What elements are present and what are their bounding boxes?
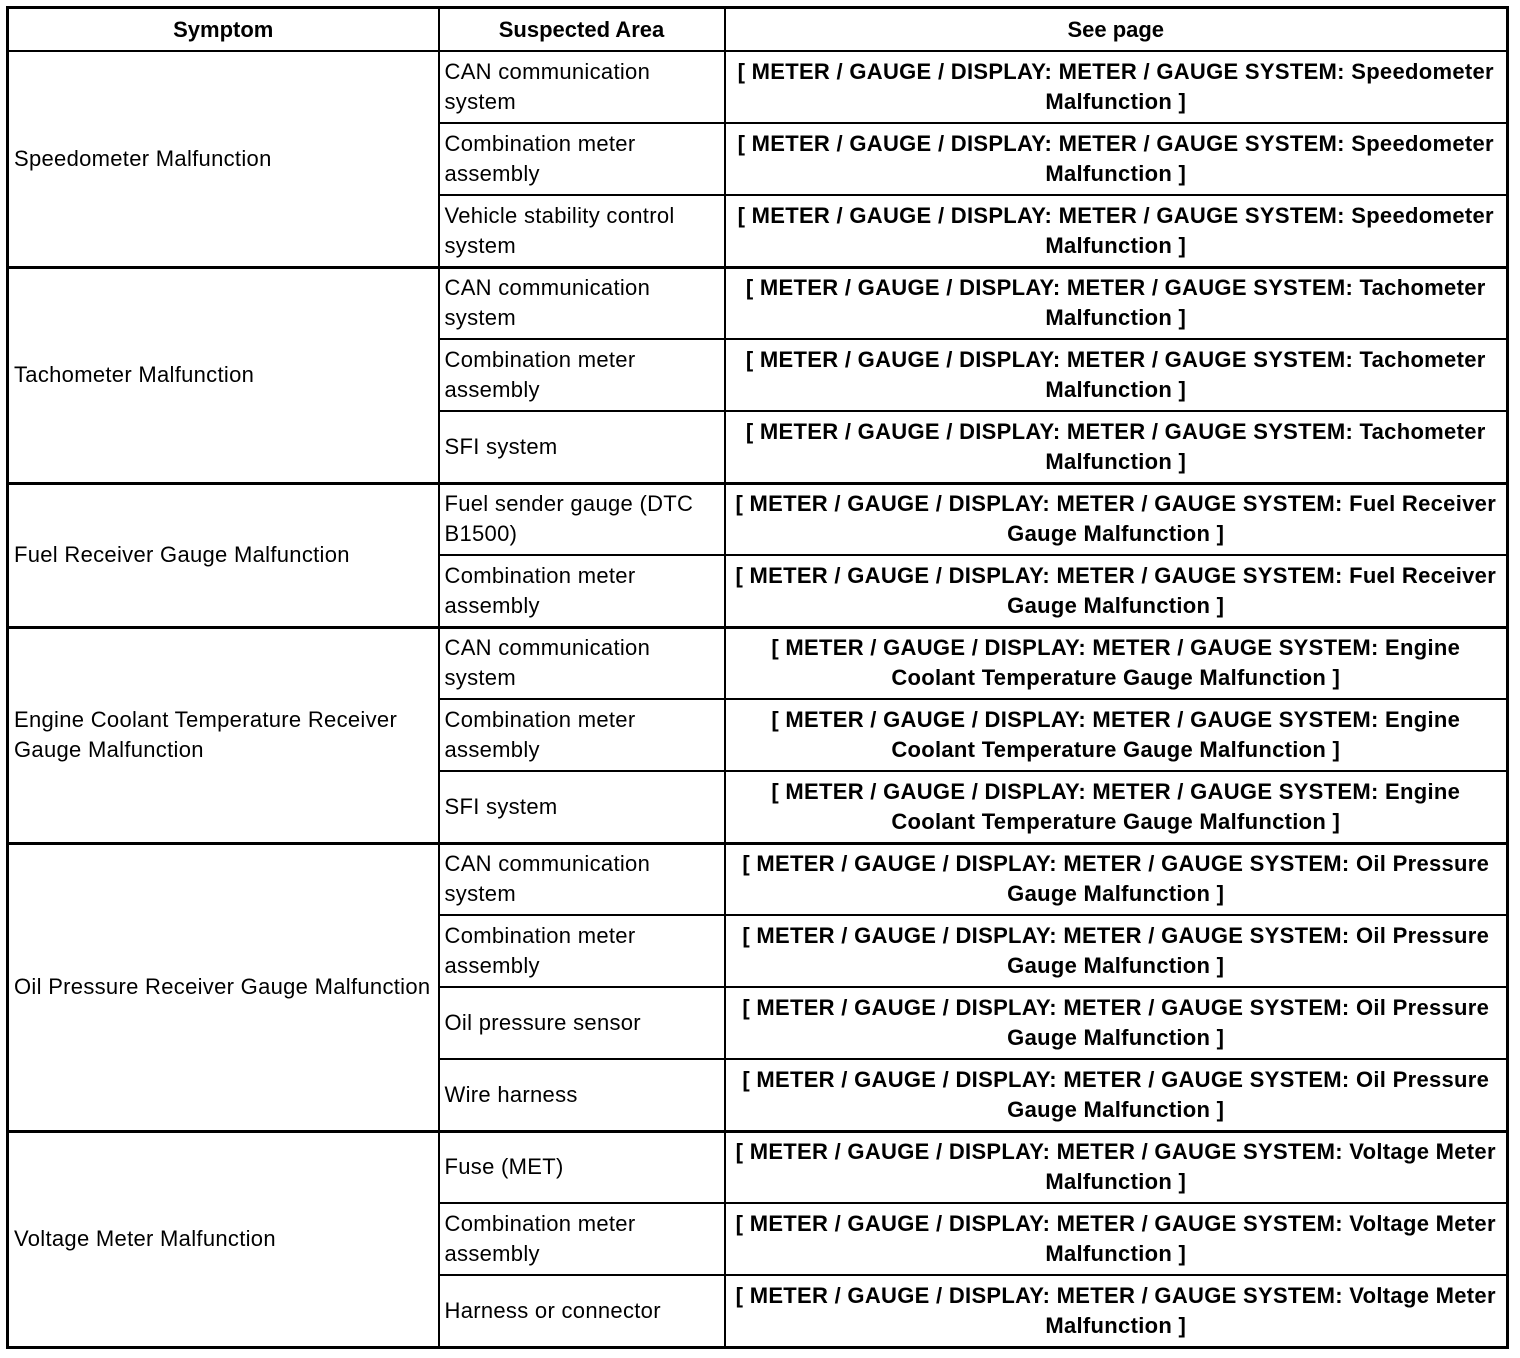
see-page-link[interactable]: [ METER / GAUGE / DISPLAY: METER / GAUGE SYSTEM: Oil Pressure Gauge Malfunction ] [725,843,1508,915]
see-page-link[interactable]: [ METER / GAUGE / DISPLAY: METER / GAUGE SYSTEM: Fuel Receiver Gauge Malfunction ] [725,555,1508,627]
table-header [8,8,1508,52]
see-page-link[interactable]: [ METER / GAUGE / DISPLAY: METER / GAUGE SYSTEM: Oil Pressure Gauge Malfunction ] [725,915,1508,987]
see-page-link[interactable]: [ METER / GAUGE / DISPLAY: METER / GAUGE SYSTEM: Tachometer Malfunction ] [725,411,1508,483]
see-page-link[interactable]: [ METER / GAUGE / DISPLAY: METER / GAUGE SYSTEM: Engine Coolant Temperature Gauge Malfunction ] [725,627,1508,699]
suspected-area-cell: Combination meter assembly [439,915,725,987]
suspected-area-cell: Harness or connector [439,1275,725,1347]
see-page-link[interactable]: [ METER / GAUGE / DISPLAY: METER / GAUGE SYSTEM: Oil Pressure Gauge Malfunction ] [725,1059,1508,1131]
table-body [8,51,1508,1347]
see-page-link[interactable]: [ METER / GAUGE / DISPLAY: METER / GAUGE SYSTEM: Voltage Meter Malfunction ] [725,1275,1508,1347]
table-row [8,843,1508,915]
table-row [8,483,1508,555]
table-row [8,51,1508,123]
see-page-link[interactable]: [ METER / GAUGE / DISPLAY: METER / GAUGE SYSTEM: Engine Coolant Temperature Gauge Malfunction ] [725,771,1508,843]
table-row [8,627,1508,699]
suspected-area-cell: SFI system [439,411,725,483]
symptom-table [6,6,1509,1349]
see-page-link[interactable]: [ METER / GAUGE / DISPLAY: METER / GAUGE SYSTEM: Tachometer Malfunction ] [725,339,1508,411]
see-page-link[interactable]: [ METER / GAUGE / DISPLAY: METER / GAUGE SYSTEM: Tachometer Malfunction ] [725,267,1508,339]
see-page-link[interactable]: [ METER / GAUGE / DISPLAY: METER / GAUGE SYSTEM: Voltage Meter Malfunction ] [725,1131,1508,1203]
see-page-link[interactable]: [ METER / GAUGE / DISPLAY: METER / GAUGE SYSTEM: Speedometer Malfunction ] [725,195,1508,267]
symptom-cell: Voltage Meter Malfunction [8,1131,439,1347]
symptom-cell: Speedometer Malfunction [8,51,439,267]
see-page-link[interactable]: [ METER / GAUGE / DISPLAY: METER / GAUGE SYSTEM: Speedometer Malfunction ] [725,123,1508,195]
suspected-area-cell: CAN communication system [439,627,725,699]
see-page-link[interactable]: [ METER / GAUGE / DISPLAY: METER / GAUGE SYSTEM: Engine Coolant Temperature Gauge Malfunction ] [725,699,1508,771]
table-row [8,267,1508,339]
suspected-area-cell: Combination meter assembly [439,339,725,411]
table-row [8,1131,1508,1203]
suspected-area-cell: Wire harness [439,1059,725,1131]
header-suspected-area: Suspected Area [439,8,725,52]
suspected-area-cell: CAN communication system [439,843,725,915]
symptom-cell: Oil Pressure Receiver Gauge Malfunction [8,843,439,1131]
suspected-area-cell: Combination meter assembly [439,699,725,771]
see-page-link[interactable]: [ METER / GAUGE / DISPLAY: METER / GAUGE SYSTEM: Speedometer Malfunction ] [725,51,1508,123]
header-row [8,8,1508,52]
suspected-area-cell: CAN communication system [439,51,725,123]
suspected-area-cell: Vehicle stability control system [439,195,725,267]
suspected-area-cell: Combination meter assembly [439,123,725,195]
suspected-area-cell: Combination meter assembly [439,1203,725,1275]
see-page-link[interactable]: [ METER / GAUGE / DISPLAY: METER / GAUGE SYSTEM: Voltage Meter Malfunction ] [725,1203,1508,1275]
suspected-area-cell: CAN communication system [439,267,725,339]
symptom-cell: Fuel Receiver Gauge Malfunction [8,483,439,627]
header-see-page: See page [725,8,1508,52]
see-page-link[interactable]: [ METER / GAUGE / DISPLAY: METER / GAUGE SYSTEM: Fuel Receiver Gauge Malfunction ] [725,483,1508,555]
suspected-area-cell: SFI system [439,771,725,843]
symptom-cell: Engine Coolant Temperature Receiver Gauge Malfunction [8,627,439,843]
suspected-area-cell: Fuse (MET) [439,1131,725,1203]
suspected-area-cell: Oil pressure sensor [439,987,725,1059]
suspected-area-cell: Fuel sender gauge (DTC B1500) [439,483,725,555]
suspected-area-cell: Combination meter assembly [439,555,725,627]
see-page-link[interactable]: [ METER / GAUGE / DISPLAY: METER / GAUGE SYSTEM: Oil Pressure Gauge Malfunction ] [725,987,1508,1059]
header-symptom: Symptom [8,8,439,52]
symptom-cell: Tachometer Malfunction [8,267,439,483]
